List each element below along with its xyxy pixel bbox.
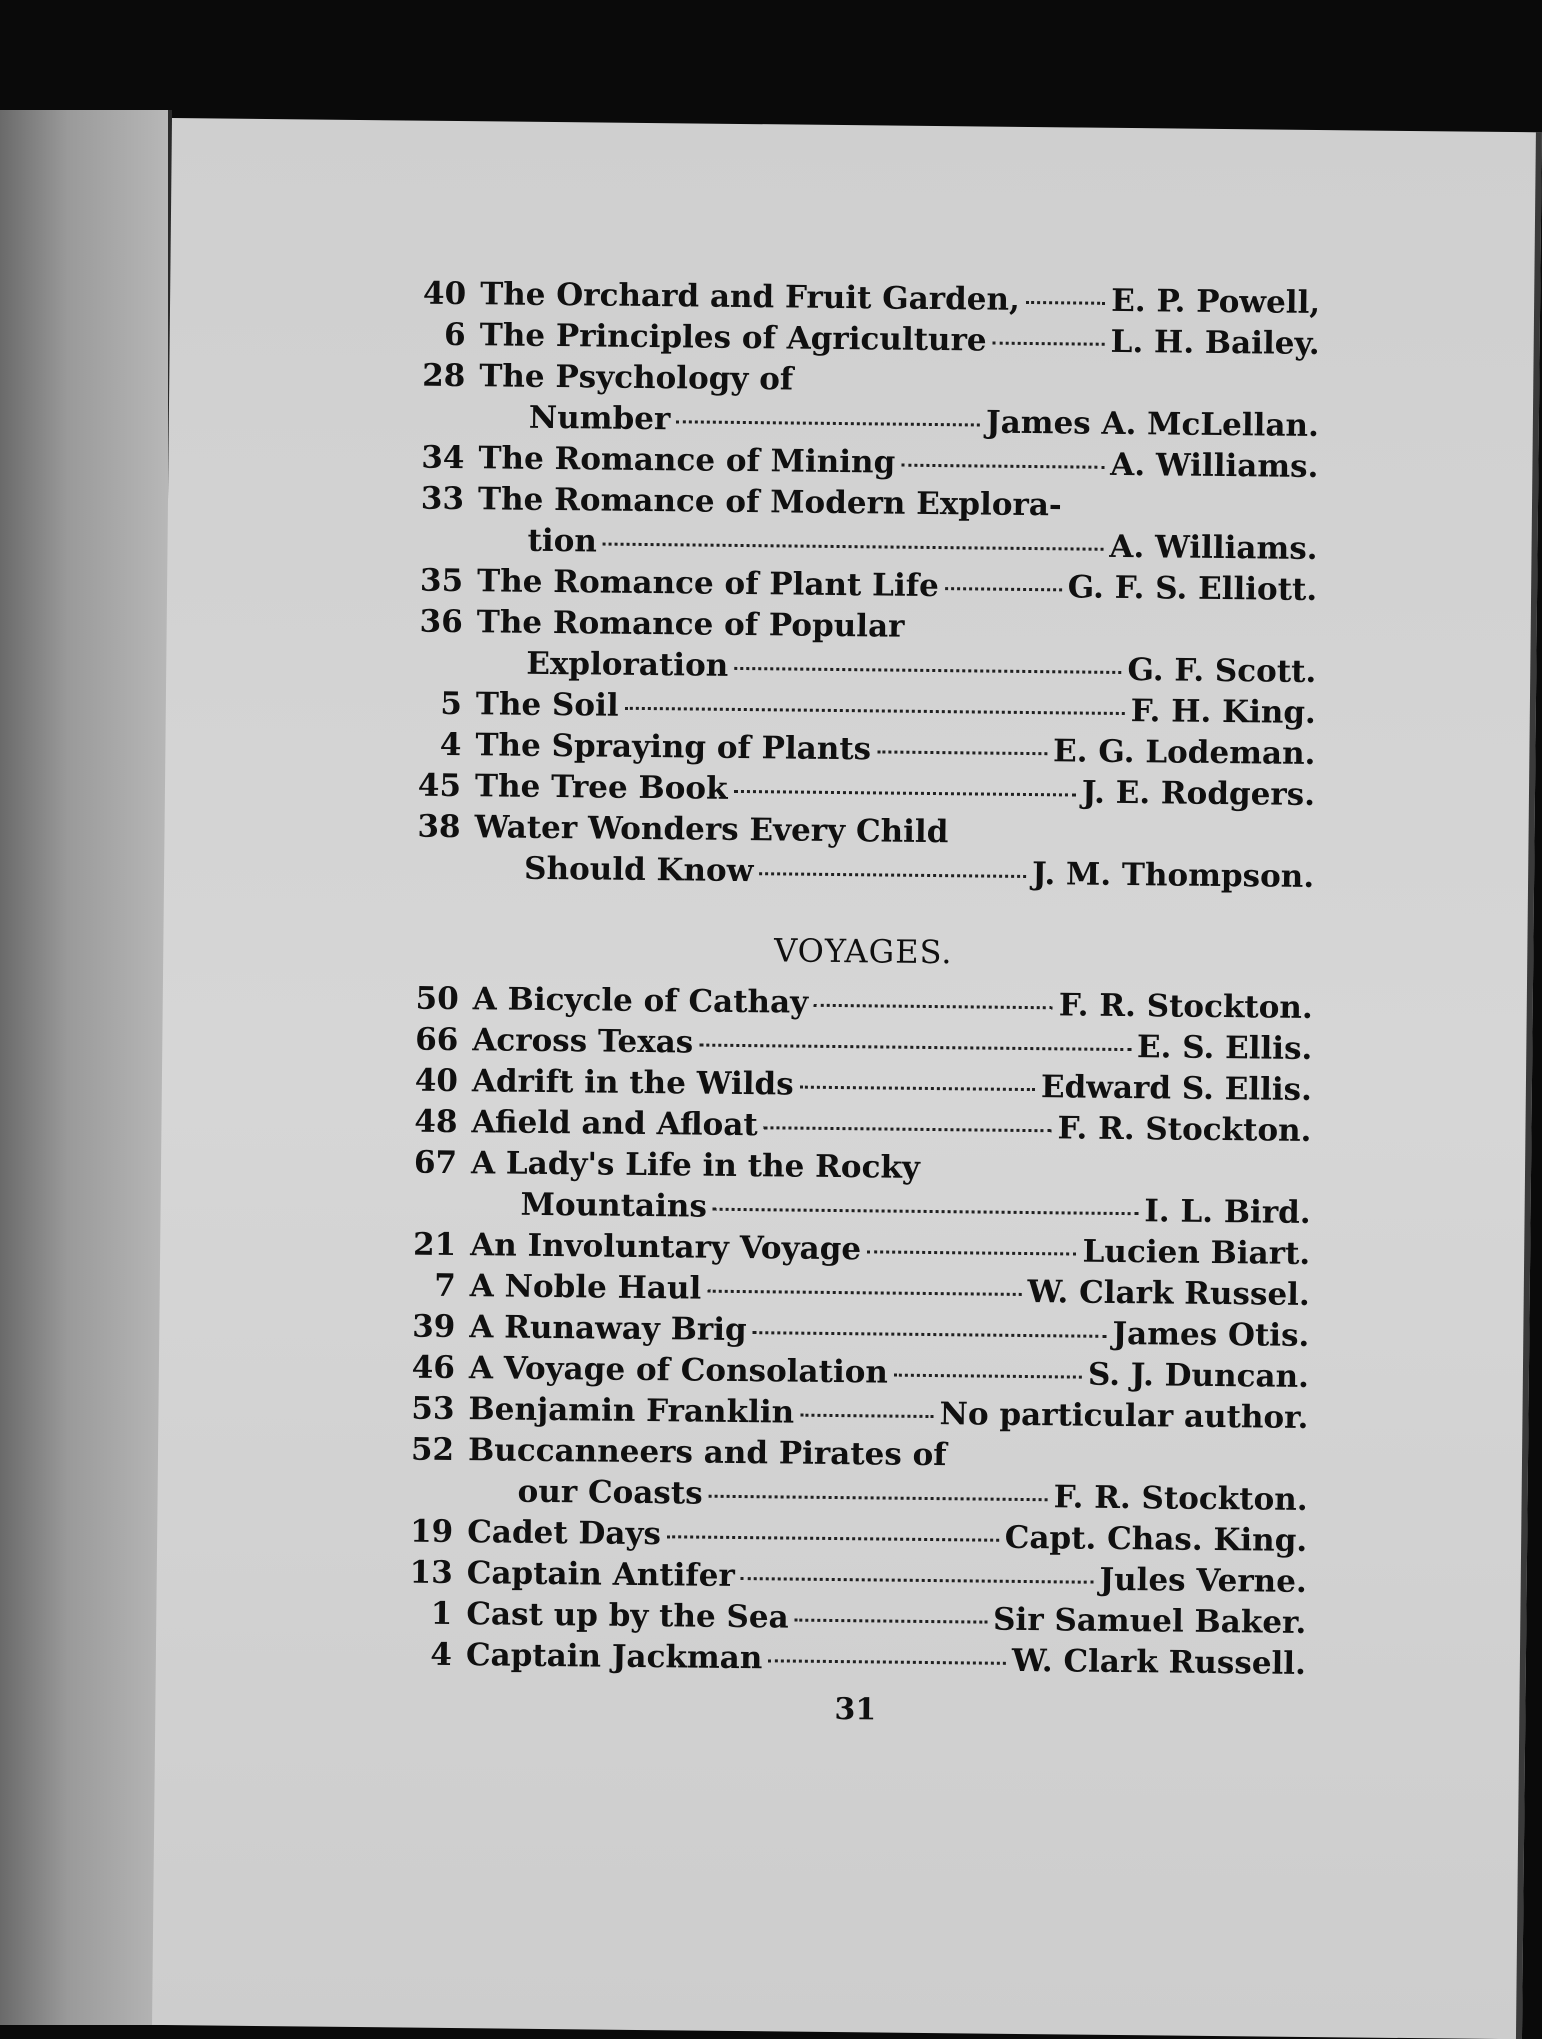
entry-number: 19 — [407, 1514, 453, 1550]
leader-dots — [753, 1331, 1107, 1338]
entry-author: F. R. Stockton. — [1054, 1479, 1308, 1518]
entry-author: G. F. S. Elliott. — [1068, 569, 1318, 608]
leader-dots — [993, 342, 1105, 346]
leader-dots — [707, 1290, 1021, 1296]
entry-number: 35 — [417, 563, 463, 599]
leader-dots — [1026, 301, 1105, 305]
entry-title: Buccanneers and Pirates of — [468, 1432, 947, 1473]
leader-dots — [814, 1004, 1053, 1009]
leader-dots — [945, 587, 1062, 591]
entry-number: 67 — [411, 1145, 457, 1181]
entry-title: Afield and Afloat — [471, 1104, 758, 1143]
entry-title: tion — [477, 522, 597, 559]
leader-dots — [795, 1619, 987, 1624]
leader-dots — [699, 1044, 1131, 1052]
entry-number: 1 — [406, 1596, 452, 1632]
entry-title: our Coasts — [467, 1473, 702, 1511]
entry-number: 21 — [410, 1227, 456, 1263]
leader-dots — [676, 420, 980, 426]
leader-dots — [764, 1126, 1052, 1132]
leader-dots — [901, 464, 1104, 469]
entry-title: The Romance of Plant Life — [477, 563, 939, 604]
entry-title: Mountains — [470, 1186, 707, 1224]
entry-title: The Romance of Modern Explora- — [478, 481, 1062, 523]
entry-title: The Romance of Mining — [478, 440, 895, 480]
leader-dots — [667, 1535, 999, 1541]
leader-dots — [759, 872, 1026, 878]
entry-title: Should Know — [474, 850, 754, 889]
entry-title: Benjamin Franklin — [468, 1391, 794, 1430]
entry-author: E. P. Powell, — [1111, 283, 1320, 321]
entry-title: Adrift in the Wilds — [472, 1063, 794, 1102]
entry-author: A. Williams. — [1110, 447, 1319, 485]
leader-dots — [741, 1577, 1094, 1584]
entry-author: W. Clark Russel. — [1027, 1274, 1310, 1313]
entry-number: 66 — [412, 1022, 458, 1058]
entry-author: Sir Samuel Baker. — [993, 1602, 1307, 1641]
entry-number: 6 — [420, 317, 466, 353]
entry-number: 52 — [408, 1432, 454, 1468]
leader-dots — [709, 1495, 1048, 1502]
page-edge — [1516, 132, 1542, 2039]
entry-author: S. J. Duncan. — [1088, 1357, 1309, 1395]
entry-number: 40 — [420, 276, 466, 312]
book-catalog-list — [405, 276, 1320, 1732]
leader-dots — [867, 1250, 1077, 1255]
entry-number: 39 — [409, 1309, 455, 1345]
entry-number: 33 — [418, 481, 464, 517]
entry-number: 5 — [416, 686, 462, 722]
entry-author: E. S. Ellis. — [1137, 1029, 1313, 1067]
entry-number: 48 — [411, 1104, 457, 1140]
page-number: 31 — [405, 1688, 1305, 1732]
entry-title: A Lady's Life in the Rocky — [471, 1145, 920, 1186]
leader-dots — [768, 1659, 1006, 1664]
leader-dots — [713, 1208, 1139, 1215]
leader-dots — [894, 1374, 1082, 1379]
entry-number: 45 — [415, 768, 461, 804]
section-heading: VOYAGES. — [413, 917, 1314, 986]
entry-title: Captain Jackman — [466, 1637, 763, 1676]
leader-dots — [800, 1086, 1035, 1091]
entry-number: 46 — [409, 1350, 455, 1386]
catalog-entry — [406, 1637, 1306, 1687]
entry-title: A Voyage of Consolation — [469, 1350, 888, 1390]
facing-page — [0, 110, 170, 2025]
entry-title: Exploration — [476, 645, 728, 684]
entry-number: 4 — [406, 1637, 452, 1673]
entry-author: E. G. Lodeman. — [1053, 733, 1316, 772]
entry-author: W. Clark Russell. — [1012, 1643, 1306, 1682]
entry-title: Number — [479, 399, 671, 437]
entry-author: Edward S. Ellis. — [1041, 1069, 1312, 1108]
entry-author: James Otis. — [1112, 1316, 1309, 1354]
entry-number: 53 — [408, 1391, 454, 1427]
entry-number: 4 — [415, 727, 461, 763]
leader-dots — [603, 543, 1104, 551]
entry-author: F. R. Stockton. — [1059, 987, 1313, 1026]
entry-title: Captain Antifer — [467, 1555, 735, 1594]
entry-author: I. L. Bird. — [1144, 1193, 1311, 1231]
leader-dots — [800, 1414, 934, 1418]
entry-number: 38 — [414, 809, 460, 845]
entry-author: J. M. Thompson. — [1032, 856, 1314, 895]
entry-title: Cadet Days — [467, 1514, 661, 1552]
entry-author: James A. McLellan. — [986, 405, 1319, 444]
entry-author: A. Williams. — [1109, 529, 1318, 567]
entry-number: 7 — [410, 1268, 456, 1304]
entry-title: The Psychology of — [479, 358, 793, 397]
entry-title: A Bicycle of Cathay — [473, 981, 809, 1021]
entry-title: A Runaway Brig — [469, 1309, 747, 1348]
book-page — [152, 118, 1542, 2039]
catalog-entry — [414, 850, 1314, 900]
entry-number: 50 — [413, 981, 459, 1017]
entry-number: 13 — [407, 1555, 453, 1591]
entry-title: The Orchard and Fruit Garden, — [480, 276, 1020, 318]
entry-title: An Involuntary Voyage — [470, 1227, 861, 1267]
entry-author: Lucien Biart. — [1082, 1234, 1310, 1272]
entry-title: Across Texas — [472, 1022, 693, 1060]
entry-title: Water Wonders Every Child — [474, 809, 948, 850]
entry-title: The Romance of Popular — [477, 604, 905, 644]
entry-title: The Principles of Agriculture — [480, 317, 987, 358]
entry-author: J. E. Rodgers. — [1082, 775, 1316, 813]
entry-author: G. F. Scott. — [1127, 652, 1316, 690]
entry-title: The Spraying of Plants — [475, 727, 871, 767]
entry-title: The Soil — [476, 686, 619, 723]
leader-dots — [877, 750, 1047, 755]
entry-title: A Noble Haul — [470, 1268, 702, 1306]
entry-title: The Tree Book — [475, 768, 728, 807]
entry-author: F. R. Stockton. — [1057, 1110, 1311, 1149]
leader-dots — [734, 790, 1076, 797]
entry-author: L. H. Bailey. — [1110, 324, 1319, 362]
entry-author: No particular author. — [939, 1396, 1308, 1436]
leader-dots — [734, 667, 1121, 674]
entry-author: Capt. Chas. King. — [1005, 1520, 1308, 1559]
leader-dots — [625, 707, 1125, 715]
entry-number: 28 — [419, 358, 465, 394]
entry-title: Cast up by the Sea — [466, 1596, 789, 1635]
entry-author: F. H. King. — [1131, 693, 1316, 731]
entry-number: 34 — [418, 440, 464, 476]
entry-number: 40 — [412, 1063, 458, 1099]
entry-author: Jules Verne. — [1099, 1562, 1307, 1600]
entry-number: 36 — [417, 604, 463, 640]
